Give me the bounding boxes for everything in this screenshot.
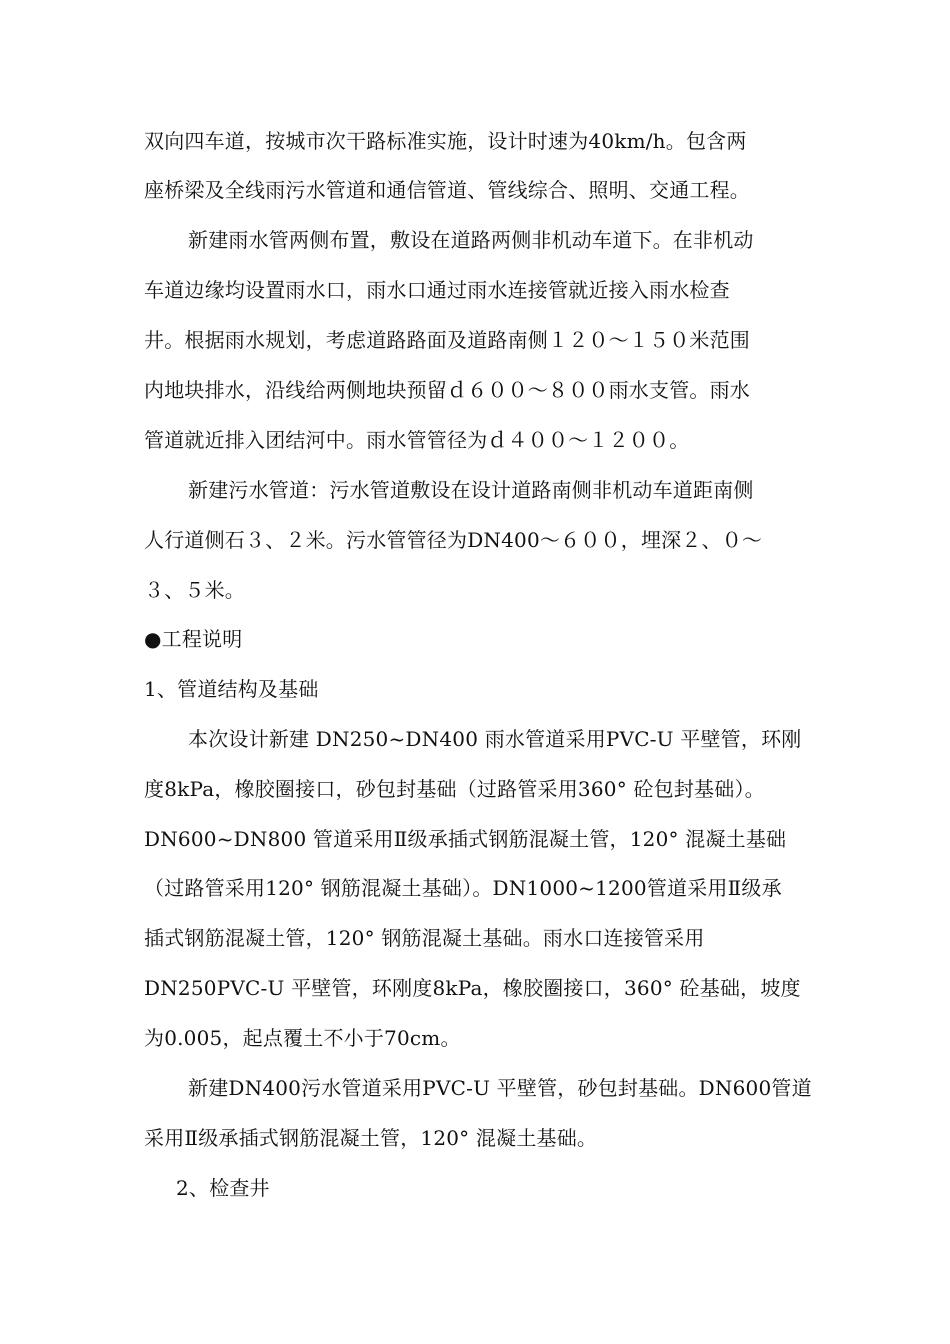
paragraph-line: 采用Ⅱ级承插式钢筋混凝土管，120° 混凝土基础。	[144, 1126, 598, 1150]
paragraph-line: DN600~DN800 管道采用Ⅱ级承插式钢筋混凝土管，120° 混凝土基础	[144, 827, 787, 851]
paragraph-line: 双向四车道，按城市次干路标准实施，设计时速为40km/h。包含两	[144, 129, 747, 153]
paragraph-line: 本次设计新建 DN250~DN400 雨水管道采用PVC-U 平壁管，环刚	[188, 727, 802, 751]
paragraph-line: 度8kPa，橡胶圈接口，砂包封基础（过路管采用360° 砼包封基础）。	[144, 777, 765, 801]
paragraph-line: 新建雨水管两侧布置，敷设在道路两侧非机动车道下。在非机动	[188, 228, 754, 252]
section-heading: ●工程说明	[144, 627, 243, 651]
paragraph-line: 管道就近排入团结河中。雨水管管径为ｄ４００～１２００。	[144, 428, 690, 452]
paragraph-line: 插式钢筋混凝土管，120° 钢筋混凝土基础。雨水口连接管采用	[144, 926, 705, 950]
paragraph-line: 座桥梁及全线雨污水管道和通信管道、管线综合、照明、交通工程。	[144, 178, 750, 202]
paragraph-line: 人行道侧石３、２米。污水管管径为DN400～６００，埋深２、０～	[144, 528, 763, 552]
paragraph-line: ３、５米。	[144, 578, 245, 602]
paragraph-line: DN250PVC-U 平壁管，环刚度8kPa，橡胶圈接口，360° 砼基础，坡度	[144, 976, 801, 1000]
paragraph-line: 新建污水管道：污水管道敷设在设计道路南侧非机动车道距南侧	[188, 478, 754, 502]
paragraph-line: （过路管采用120° 钢筋混凝土基础）。DN1000~1200管道采用Ⅱ级承	[144, 876, 782, 900]
paragraph-line: 新建DN400污水管道采用PVC-U 平壁管，砂包封基础。DN600管道	[188, 1076, 812, 1100]
paragraph-line: 为0.005，起点覆土不小于70cm。	[144, 1026, 461, 1050]
paragraph-line: 车道边缘均设置雨水口，雨水口通过雨水连接管就近接入雨水检查	[144, 278, 730, 302]
paragraph-line: 井。根据雨水规划，考虑道路路面及道路南侧１２０～１５０米范围	[144, 328, 750, 352]
subsection-heading: 2、检查井	[176, 1176, 270, 1200]
paragraph-line: 内地块排水，沿线给两侧地块预留ｄ６００～８００雨水支管。雨水	[144, 378, 750, 402]
subsection-heading: 1、管道结构及基础	[144, 677, 319, 701]
